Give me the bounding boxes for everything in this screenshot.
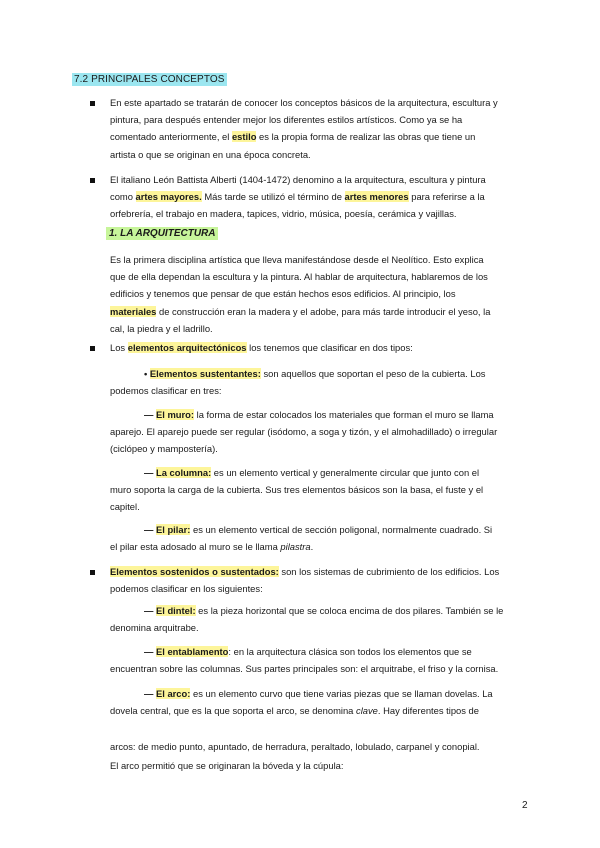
bullet-square: [90, 178, 95, 183]
page-number: 2: [522, 800, 528, 811]
text-line: Es la primera disciplina artística que lleva manifestándose desde el Neolítico. Esto explica: [110, 254, 484, 265]
text-line: — El entablamento: en la arquitectura clásica son todos los elementos que se: [144, 646, 472, 657]
text-line: Los elementos arquitectónicos los tenemos que clasificar en dos tipos:: [110, 342, 413, 353]
highlight-elementos-arquitectonicos: elementos arquitectónicos: [127, 342, 247, 353]
text-line: dovela central, que es la que soporta el arco, se denomina clave. Hay diferentes tipos de: [110, 705, 479, 717]
paragraph-elementos: [110, 339, 540, 356]
paragraph-dintel: [110, 602, 540, 636]
text-line: como artes mayores. Más tarde se utilizó el término de artes menores para referirse a la: [110, 191, 485, 203]
bullet-square: [90, 346, 95, 351]
subsection-heading: 1. LA ARQUITECTURA: [106, 227, 218, 240]
paragraph-sostenidos: [110, 563, 540, 597]
paragraph-columna: [110, 464, 540, 516]
highlight-entablamento: El entablamento: [155, 646, 229, 657]
paragraph-tipos-arcos: [110, 737, 540, 775]
text-line: aparejo. El aparejo puede ser regular (isódomo, a soga y tizón, y el almohadillado) o irregular: [110, 426, 498, 438]
paragraph-intro: [110, 94, 540, 163]
paragraph-alberti: [110, 171, 540, 223]
text-line: — El dintel: es la pieza horizontal que se coloca encima de dos pilares. También se le: [144, 605, 504, 616]
text-line: que de ella dependan la escultura y la pintura. Al hablar de arquitectura, hablaremos de los: [110, 271, 488, 283]
paragraph-pilar: [110, 521, 540, 555]
text-line: materiales de construcción eran la madera y el adobe, para más tarde introducir el yeso, la: [110, 305, 491, 317]
highlight-pilar: El pilar:: [155, 524, 191, 535]
text-line: — El arco: es un elemento curvo que tiene varias piezas que se llaman dovelas. La: [144, 688, 493, 699]
text-line: podemos clasificar en tres:: [110, 385, 222, 397]
text-line: edificios y tenemos que pensar de que están hechos esos edificios. Al principio, los: [110, 288, 456, 300]
text-line: comentado anteriormente, el estilo es la propia forma de realizar las obras que tiene un: [110, 131, 476, 143]
text-line: orfebrería, el trabajo en madera, tapices, vidrio, música, poesía, cerámica y vajillas.: [110, 208, 457, 220]
italic-pilastra: pilastra: [280, 541, 311, 553]
text-line: podemos clasificar en los siguientes:: [110, 583, 263, 595]
text-line: artista o que se originan en una época concreta.: [110, 148, 311, 160]
highlight-dintel: El dintel:: [155, 605, 196, 616]
text-line: cal, la piedra y el ladrillo.: [110, 322, 213, 334]
text-line: muro soporta la carga de la cubierta. Sus tres elementos básicos son la basa, el fuste y el: [110, 484, 484, 496]
highlight-estilo: estilo: [231, 131, 257, 143]
paragraph-sustentantes: [110, 365, 540, 399]
text-line: — El muro: la forma de estar colocados los materiales que forman el muro se llama: [144, 409, 494, 420]
paragraph-arquitectura: [110, 251, 540, 337]
paragraph-muro: [110, 406, 540, 458]
paragraph-arco: [110, 685, 540, 719]
highlight-artes-mayores: artes mayores.: [135, 191, 202, 203]
italic-clave: clave: [356, 705, 378, 717]
highlight-elementos-sustentantes: Elementos sustentantes:: [149, 368, 261, 379]
text-line: capitel.: [110, 501, 140, 513]
text-line: Elementos sostenidos o sustentados: son los sistemas de cubrimiento de los edificios. Los: [110, 566, 500, 577]
highlight-arco: El arco:: [155, 688, 191, 699]
bullet-square: [90, 570, 95, 575]
text-line: • Elementos sustentantes: son aquellos que soportan el peso de la cubierta. Los: [144, 368, 486, 379]
text-line: — El pilar: es un elemento vertical de sección poligonal, normalmente cuadrado. Si: [144, 524, 493, 535]
highlight-columna: La columna:: [155, 467, 212, 478]
text-line: El arco permitió que se originaran la bóveda y la cúpula:: [110, 760, 344, 771]
text-line: El italiano León Battista Alberti (1404-1472) denomino a la arquitectura, escultura y pintura: [110, 174, 486, 185]
highlight-materiales: materiales: [110, 305, 157, 317]
text-line: (ciclópeo y mampostería).: [110, 443, 218, 455]
highlight-elementos-sostenidos: Elementos sostenidos o sustentados:: [110, 566, 279, 577]
text-line: — La columna: es un elemento vertical y generalmente circular que junto con el: [144, 467, 480, 478]
text-line: denomina arquitrabe.: [110, 622, 199, 634]
text-line: En este apartado se tratarán de conocer los conceptos básicos de la arquitectura, escultura y: [110, 97, 498, 108]
text-line: encuentran sobre las columnas. Sus partes principales son: el arquitrabe, el friso y la cornisa.: [110, 663, 499, 675]
paragraph-entablamento: [110, 643, 540, 677]
section-heading: 7.2 PRINCIPALES CONCEPTOS: [74, 74, 225, 85]
highlight-muro: El muro:: [155, 409, 195, 420]
highlight-artes-menores: artes menores: [344, 191, 409, 203]
text-line: el pilar esta adosado al muro se le llama pilastra.: [110, 541, 314, 553]
bullet-square: [90, 101, 95, 106]
text-line: arcos: de medio punto, apuntado, de herradura, peraltado, lobulado, carpanel y conopial.: [110, 741, 480, 752]
text-line: pintura, para después entender mejor los diferentes estilos artísticos. Como ya se ha: [110, 114, 463, 126]
